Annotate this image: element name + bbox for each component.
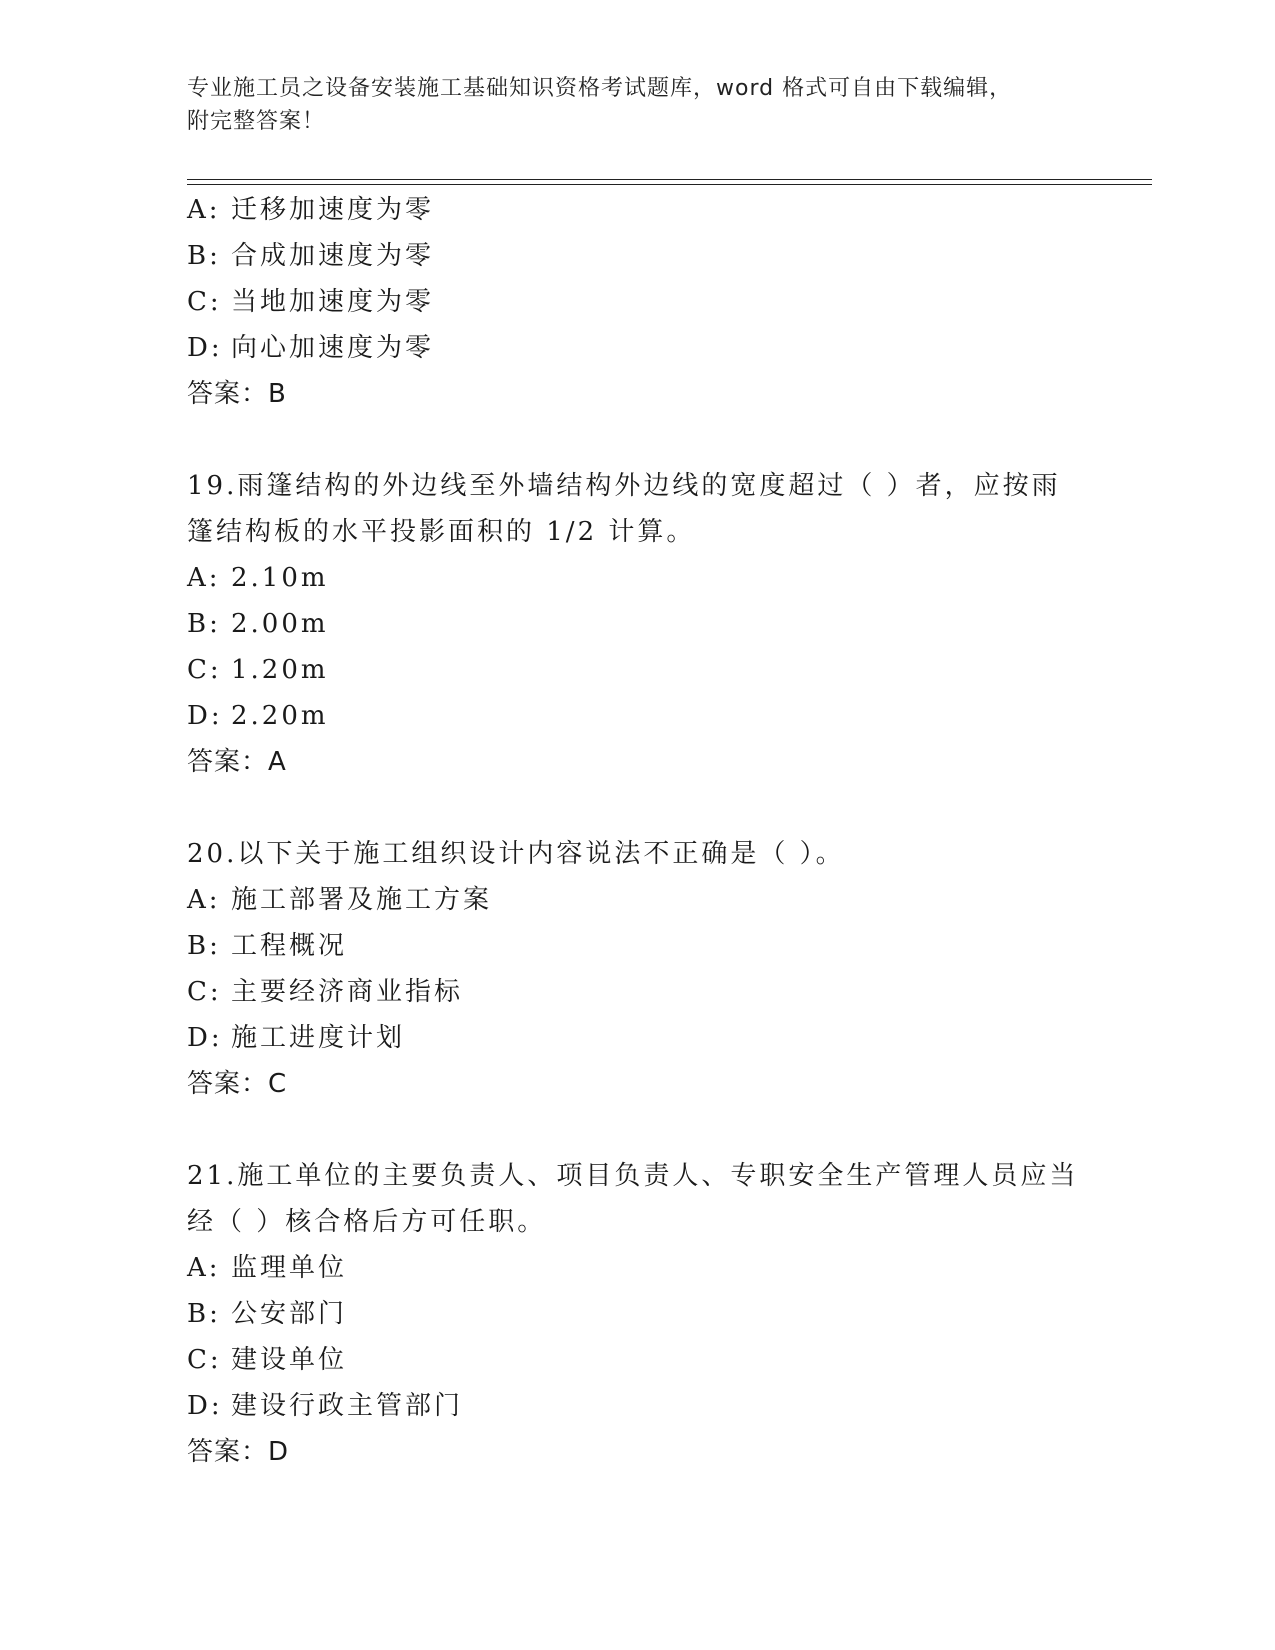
- option-d: [187, 325, 1087, 371]
- option-text: 施工部署及施工方案: [231, 885, 493, 915]
- question-20: [187, 831, 1087, 1107]
- question-content: [187, 187, 1087, 1475]
- option-text: 工程概况: [231, 931, 348, 961]
- option-a: [187, 877, 1087, 923]
- question-stem-line: 经（ ）核合格后方可任职。: [187, 1207, 547, 1237]
- question-19: [187, 463, 1087, 785]
- option-label: B:: [187, 1299, 221, 1329]
- prev-question: [187, 187, 1087, 417]
- option-label: C:: [187, 977, 222, 1007]
- option-label: C:: [187, 655, 222, 685]
- option-b: [187, 601, 1087, 647]
- option-label: C:: [187, 1345, 222, 1375]
- question-stem-line: 19.雨篷结构的外边线至外墙结构外边线的宽度超过（ ）者，应按雨: [187, 471, 1061, 501]
- option-label: D:: [187, 701, 223, 731]
- header-line-2: 附完整答案！: [187, 109, 326, 134]
- option-label: D:: [187, 333, 223, 363]
- option-a: [187, 1245, 1087, 1291]
- option-c: [187, 969, 1087, 1015]
- option-text: 主要经济商业指标: [231, 977, 464, 1007]
- option-label: D:: [187, 1023, 223, 1053]
- option-text: 向心加速度为零: [231, 333, 435, 363]
- option-c: [187, 647, 1087, 693]
- option-text: 建设单位: [231, 1345, 348, 1375]
- option-text: 建设行政主管部门: [231, 1391, 464, 1421]
- option-text: 公安部门: [231, 1299, 348, 1329]
- header-line-1: 专业施工员之设备安装施工基础知识资格考试题库，word 格式可自由下载编辑，: [187, 76, 1013, 101]
- option-b: [187, 923, 1087, 969]
- option-label: A:: [187, 195, 221, 225]
- question-stem-line: 20.以下关于施工组织设计内容说法不正确是（ ）。: [187, 839, 845, 869]
- option-c: [187, 1337, 1087, 1383]
- option-text: 2.20m: [231, 701, 329, 731]
- option-text: 当地加速度为零: [231, 287, 435, 317]
- option-label: B:: [187, 609, 221, 639]
- option-text: 施工进度计划: [231, 1023, 406, 1053]
- option-c: [187, 279, 1087, 325]
- option-d: [187, 1383, 1087, 1429]
- option-label: D:: [187, 1391, 223, 1421]
- option-a: [187, 555, 1087, 601]
- option-text: 1.20m: [231, 655, 329, 685]
- option-label: A:: [187, 885, 221, 915]
- option-label: C:: [187, 287, 222, 317]
- option-d: [187, 693, 1087, 739]
- option-text: 合成加速度为零: [231, 241, 435, 271]
- option-a: [187, 187, 1087, 233]
- answer-line: 答案：A: [187, 747, 287, 777]
- option-label: B:: [187, 241, 221, 271]
- option-d: [187, 1015, 1087, 1061]
- header-divider-bottom: [187, 184, 1152, 185]
- option-text: 监理单位: [231, 1253, 348, 1283]
- answer-line: 答案：B: [187, 379, 287, 409]
- option-label: B:: [187, 931, 221, 961]
- option-b: [187, 1291, 1087, 1337]
- option-text: 2.00m: [231, 609, 329, 639]
- question-21: [187, 1153, 1087, 1475]
- document-header: [187, 72, 1087, 138]
- option-label: A:: [187, 563, 221, 593]
- option-text: 迁移加速度为零: [231, 195, 435, 225]
- option-label: A:: [187, 1253, 221, 1283]
- header-divider-top: [187, 179, 1152, 180]
- answer-line: 答案：D: [187, 1437, 290, 1467]
- question-stem-line: 21.施工单位的主要负责人、项目负责人、专职安全生产管理人员应当: [187, 1161, 1079, 1191]
- answer-line: 答案：C: [187, 1069, 288, 1099]
- option-b: [187, 233, 1087, 279]
- question-stem-line: 篷结构板的水平投影面积的 1/2 计算。: [187, 517, 696, 547]
- option-text: 2.10m: [231, 563, 329, 593]
